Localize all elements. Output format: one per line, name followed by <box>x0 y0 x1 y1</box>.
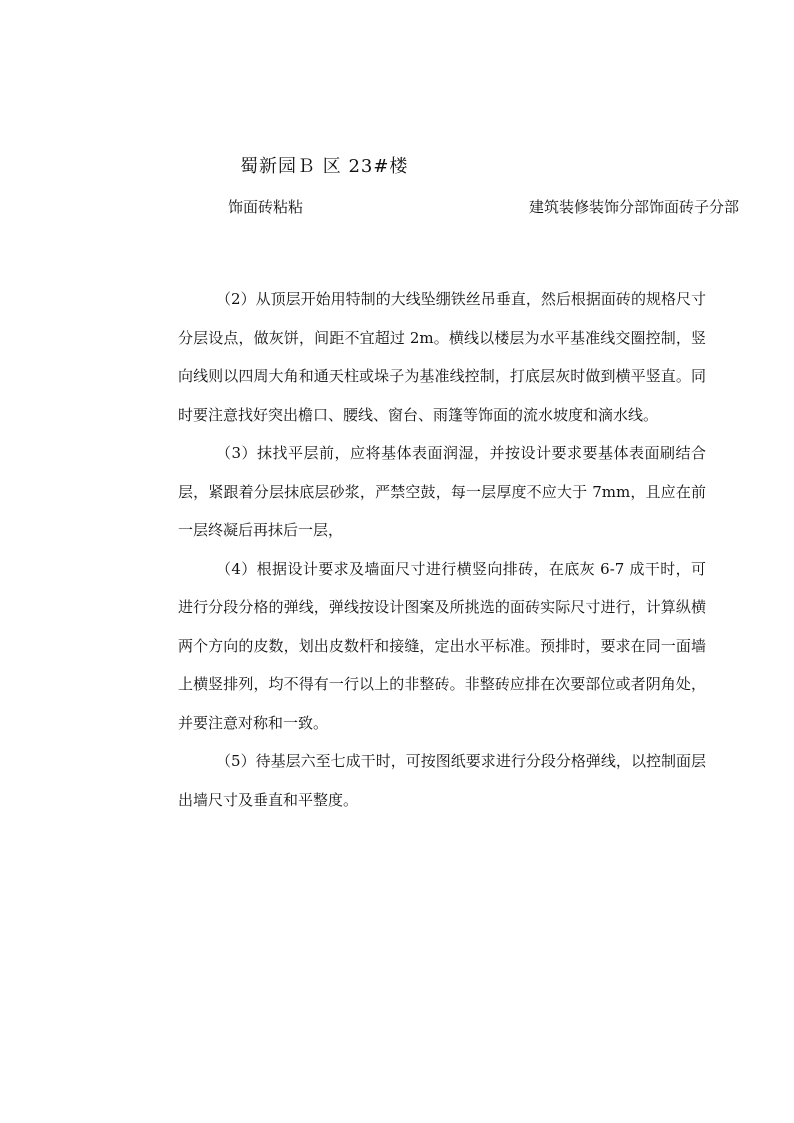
body-text <box>178 280 706 819</box>
paragraph-4: （4）根据设计要求及墙面尺寸进行横竖向排砖，在底灰 6-7 成干时，可进行分段分格的弹线，弹线按设计图案及所挑选的面砖实际尺寸进行，计算纵横两个方向的皮数，划出皮数杆和接缝，定出水平标准。预排时，要求在同一面墙上横竖排列，均不得有一行以上的非整砖。非整砖应排在次要部位或者阴角处，并要注意对称和一致。 <box>178 559 706 732</box>
division-subtitle: 建筑装修装饰分部饰面砖子分部 <box>529 198 740 216</box>
paragraph-5: （5）待基层六至七成干时，可按图纸要求进行分段分格弹线，以控制面层出墙尺寸及垂直和平整度。 <box>178 752 706 809</box>
document-title: 蜀新园Ｂ 区 23#楼 <box>240 156 409 177</box>
section-subtitle: 饰面砖粘粘 <box>228 198 304 216</box>
paragraph-2: （2）从顶层开始用特制的大线坠绷铁丝吊垂直，然后根据面砖的规格尺寸分层设点，做灰饼，间距不宜超过 2m。横线以楼层为水平基准线交圈控制，竖向线则以四周大角和通天柱或垛子为基准线控制，打底层灰时做到横平竖直。同时要注意找好突出檐口、腰线、窗台、雨篷等饰面的流水坡度和滴水线。 <box>178 290 706 424</box>
paragraph-3: （3）抹找平层前，应将基体表面润湿，并按设计要求要基体表面刷结合层，紧跟着分层抹底层砂浆，严禁空鼓，每一层厚度不应大于 7mm，且应在前一层终凝后再抹后一层， <box>178 444 706 539</box>
